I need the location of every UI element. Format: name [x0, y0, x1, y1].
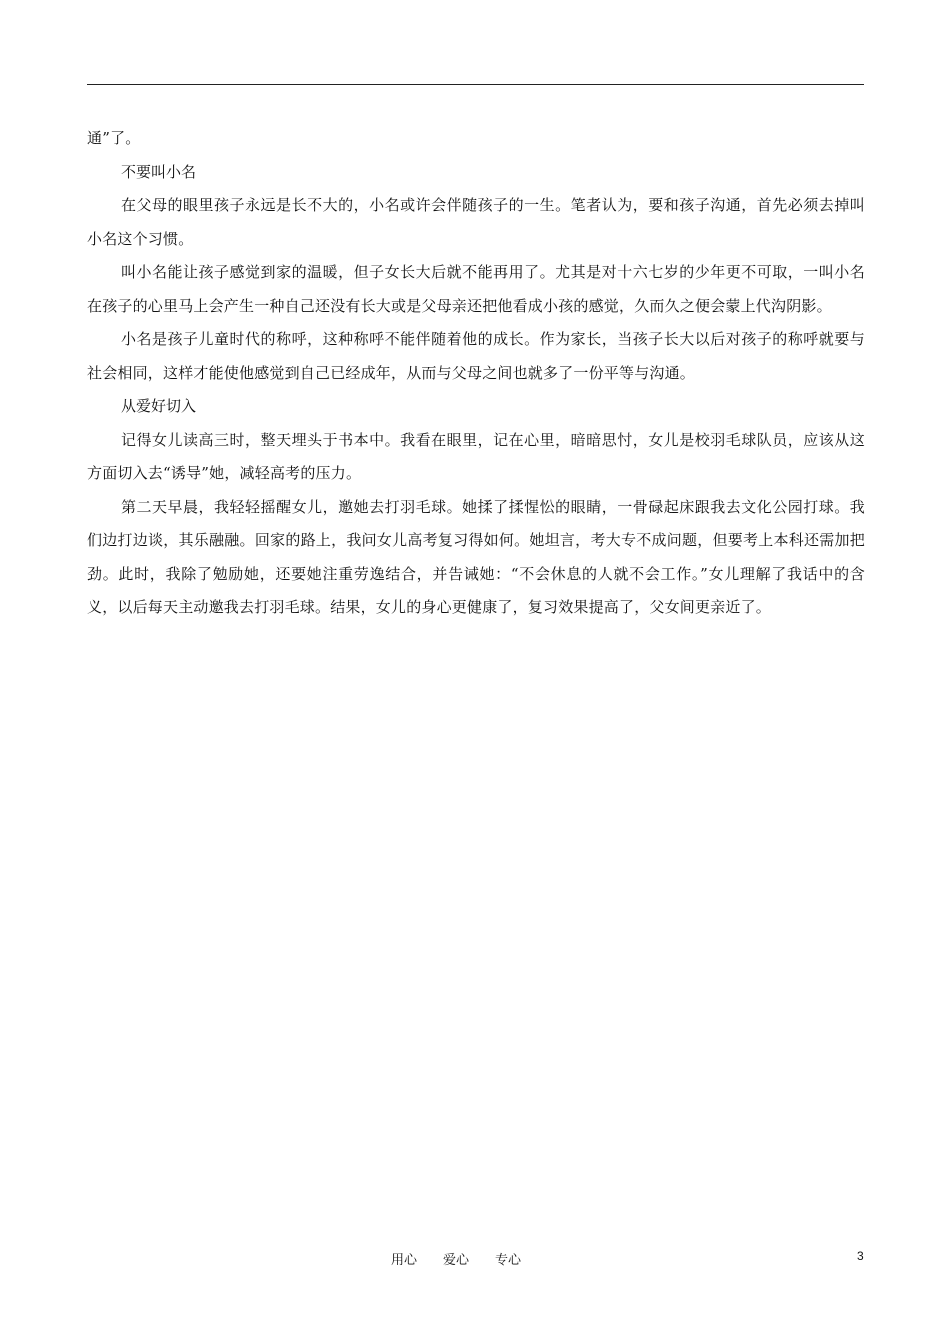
- paragraph: 在父母的眼里孩子永远是长不大的，小名或许会伴随孩子的一生。笔者认为，要和孩子沟通，首先必须去掉叫小名这个习惯。: [87, 196, 865, 248]
- paragraph: 小名是孩子儿童时代的称呼，这种称呼不能伴随着他的成长。作为家长，当孩子长大以后对孩子的称呼就要与社会相同，这样才能使他感觉到自己已经成年，从而与父母之间也就多了一份平等与沟通。: [87, 330, 865, 382]
- paragraph: 叫小名能让孩子感觉到家的温暖，但子女长大后就不能再用了。尤其是对十六七岁的少年更不可取，一叫小名在孩子的心里马上会产生一种自己还没有长大或是父母亲还把他看成小孩的感觉，久而久之便会蒙上代沟阴影。: [87, 263, 865, 315]
- page-footer: [0, 1249, 950, 1269]
- document-body: [87, 122, 865, 625]
- header-rule: [87, 84, 864, 85]
- paragraph: 记得女儿读高三时，整天埋头于书本中。我看在眼里，记在心里，暗暗思忖，女儿是校羽毛球队员，应该从这方面切入去“诱导”她，减轻高考的压力。: [87, 430, 865, 482]
- page-number: 3: [857, 1249, 864, 1263]
- section-heading-no-nickname: 不要叫小名: [121, 162, 197, 181]
- footer-motto: 用心 爱心 专心: [391, 1253, 522, 1268]
- paragraph: 第二天早晨，我轻轻摇醒女儿，邀她去打羽毛球。她揉了揉惺忪的眼睛，一骨碌起床跟我去文化公园打球。我们边打边谈，其乐融融。回家的路上，我问女儿高考复习得如何。她坦言，考大专不成问题，但要考上本科还需加把劲。此时，我除了勉励她，还要她注重劳逸结合，并告诫她：“不会休息的人就不会工作。”女儿理解了我话中的含义，以后每天主动邀我去打羽毛球。结果，女儿的身心更健康了，复习效果提高了，父女间更亲近了。: [87, 497, 865, 616]
- section-heading-hobby: 从爱好切入: [121, 397, 197, 415]
- paragraph-continuation: 通”了。: [87, 129, 141, 147]
